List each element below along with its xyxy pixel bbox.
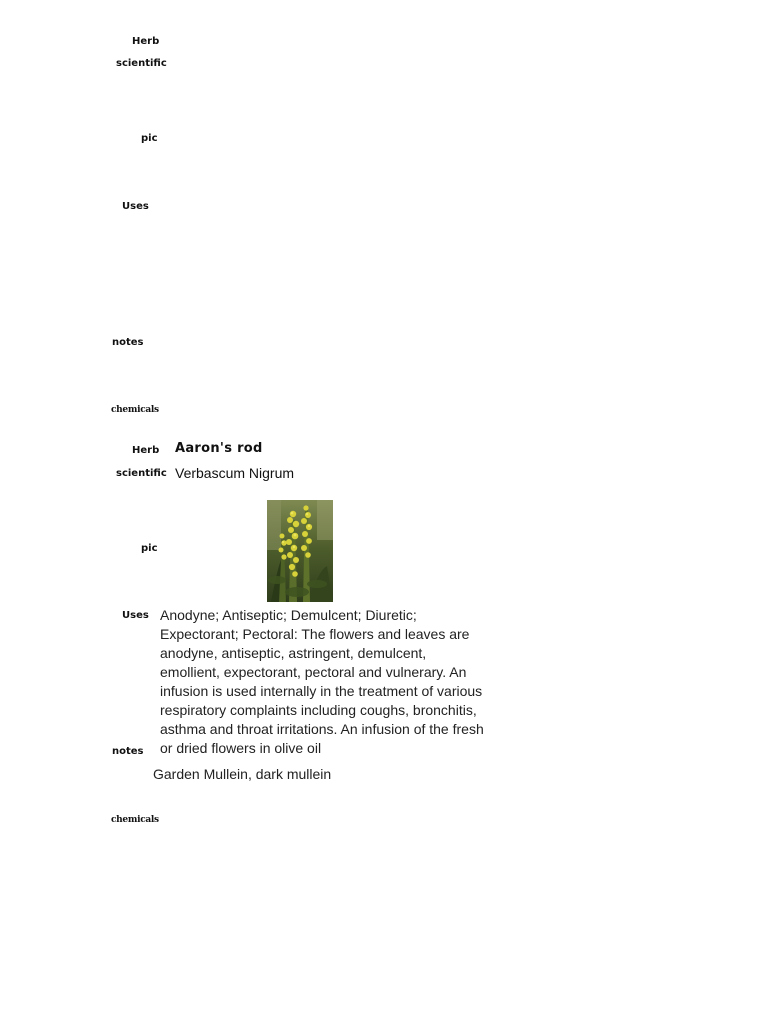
herb-photo (267, 500, 333, 602)
pic-label-blank: pic (141, 133, 158, 144)
uses-label: Uses (122, 610, 149, 621)
uses-label-blank: Uses (122, 201, 149, 212)
notes-label: notes (112, 746, 144, 757)
chemicals-label: chemicals (111, 815, 159, 825)
scientific-label: scientific (116, 468, 167, 479)
chemicals-label-blank: chemicals (111, 405, 159, 415)
pic-label: pic (141, 543, 158, 554)
notes-label-blank: notes (112, 337, 144, 348)
notes-text: Garden Mullein, dark mullein (153, 766, 332, 782)
herb-label: Herb (132, 445, 160, 456)
herb-name: Aaron's rod (175, 441, 263, 456)
herb-label-blank: Herb (132, 36, 160, 47)
scientific-name: Verbascum Nigrum (175, 465, 295, 481)
scientific-label-blank: scientific (116, 58, 167, 69)
uses-text: Anodyne; Antiseptic; Demulcent; Diuretic; Expectorant; Pectoral: The flowers and leaves are anodyne, antiseptic, astringent, demulcent, emollient, expectorant, pectoral and vulnerary. An infusion is used internally in the treatment of various respiratory complaints including coughs, bronchitis, asthma and throat irritations. An infusion of the fresh or dried flowers in olive oil (160, 607, 484, 756)
